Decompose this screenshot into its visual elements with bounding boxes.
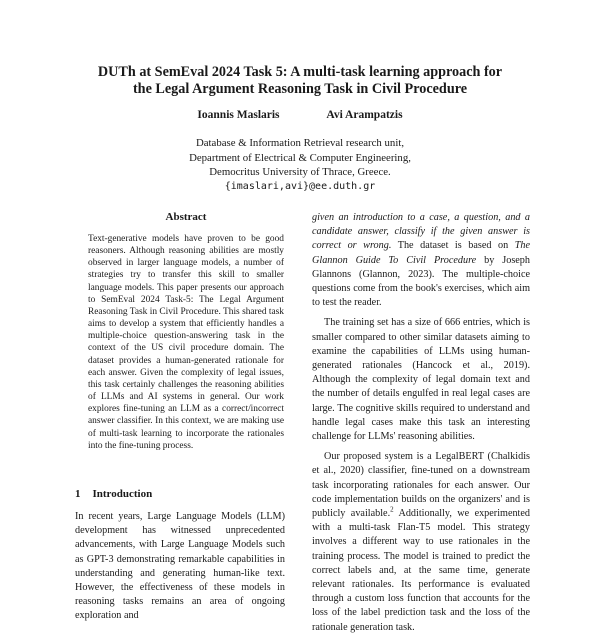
body-paragraph	[312, 450, 530, 635]
footnote-marker: 2	[390, 505, 394, 514]
paragraph-fragment: Additionally, we experimented with a multi-task Flan-T5 model. This strategy involves a different way to use rationales in the training process. The model is trained to predict the correct labels and, at the same time, generate relevant rationales. Its performance is evaluated through a custom loss function that accounts for the loss of the label prediction task and the loss of the rationale generation task.	[312, 508, 531, 633]
task-definition-italic: given an introduction to a case, a question, and a candidate answer, classify if the given answer is correct or wrong.	[312, 212, 530, 252]
abstract-text: Text-generative models have proven to be good reasoners. Although reasoning abilities are mostly observed in larger language models, a number of strategies try to transfer this skill to smaller language models. This paper presents our approach to SemEval 2024 Task-5: The Legal Argument Reasoning Task in Civil Procedure. This shared task aims to develop a system that efficiently handles a multiple-choice question-answering task in the context of the US civil procedure domain. The dataset provides a human-generated rationale for each answer. Given the complexity of legal issues, this task certainly challenges the reasoning abilities of LLMs and AI systems in general. Our work explores fine-tuning an LLM as a correct/incorrect answer classifier. In this context, we are making use of multi-task learning to incorporate the rationales into the fine-tuning process.	[88, 234, 284, 451]
section-heading-introduction	[75, 488, 152, 500]
affiliation-line: Database & Information Retrieval research unit,	[195, 137, 405, 149]
section-title: Introduction	[92, 488, 153, 500]
introduction-paragraph: In recent years, Large Language Models (LLM) development has witnessed unprecedented advancements, with Large Language Models such as GPT-3 demonstrating remarkable capabilities in understanding and generating human-like text. However, the effectiveness of these models in reasoning tasks remains an area of ongoing exploration and	[75, 511, 285, 622]
affiliation-line: Department of Electrical & Computer Engineering,	[189, 151, 411, 164]
affiliation-line: Democritus University of Thrace, Greece.	[209, 166, 391, 179]
author-name: Avi Arampatzis	[326, 109, 403, 121]
paper-title-line-2: the Legal Argument Reasoning Task in Civil Procedure	[132, 81, 468, 97]
book-title-italic: The Glannon Guide To Civil Procedure	[312, 240, 530, 266]
section-number: 1	[75, 488, 81, 500]
affiliation-block	[60, 136, 540, 194]
paragraph-fragment: by Joseph Glannons (Glannon, 2023). The multiple-choice questions come from the book's exercises, which aim to test the reader.	[312, 254, 530, 309]
author-list	[60, 109, 540, 121]
right-column	[312, 211, 530, 641]
abstract-section	[88, 211, 284, 452]
abstract-heading: Abstract	[165, 211, 207, 223]
paper-title	[60, 64, 540, 98]
author-email: {imaslari,avi}@ee.duth.gr	[224, 180, 376, 192]
body-paragraph	[312, 211, 530, 310]
author-name: Ioannis Maslaris	[197, 109, 280, 121]
body-paragraph: The training set has a size of 666 entries, which is smaller compared to other similar datasets aiming to examine the capabilities of LLMs using human-generated rationales (Hancock et al., 2019). Although the complexity of legal domain text and the number of details engulfed in real legal cases are large. The cognitive skills required to understand and handle legal cases make this task an interesting challenge for LLMs' reasoning abilities.	[312, 317, 530, 443]
paper-title-line-1: DUTh at SemEval 2024 Task 5: A multi-task learning approach for	[97, 64, 503, 80]
paragraph-fragment: Our proposed system is a LegalBERT (Chalkidis et al., 2020) classifier, fine-tuned on a downstream task incorporating rationales for each answer. Our code implementation builds on the organizers' and is publicly available.	[312, 451, 530, 520]
paragraph-fragment: The dataset is based on	[391, 240, 515, 252]
